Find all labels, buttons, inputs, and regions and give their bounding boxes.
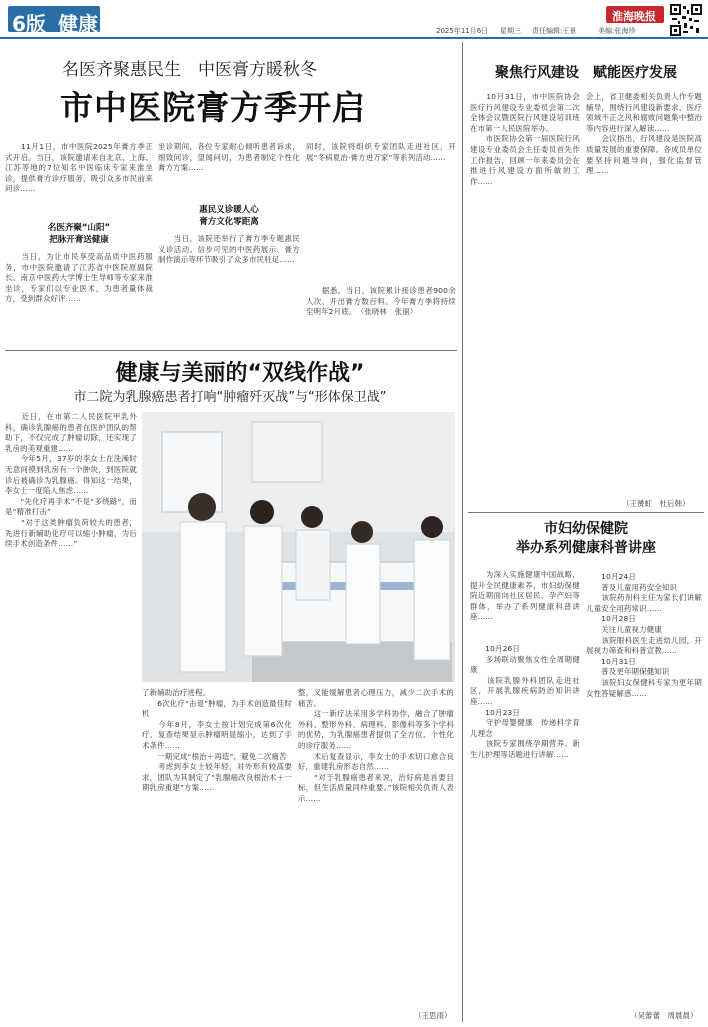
feature-headline: 健康与美丽的“双线作战” <box>115 361 365 386</box>
right-top-col-2: 会上，省卫健委相关负责人作专题辅导，围绕行风建设新要求、医疗领域不正之风和腐败问题集中整治等内容进行深入解读…… 会议指出，行风建设是医院高质量发展的重要保障。各成员单位要坚持问题导向，强化监督管理…… <box>586 92 702 176</box>
right-top-byline: （王赟虹 杜后韩） <box>622 499 690 508</box>
issue-weekday: 星期三 <box>500 27 521 35</box>
right-bottom-col-2: 10月24日 普及儿童用药安全知识 该院药剂科主任为家长们讲解儿童安全用药常识…… 10月28日 关注儿童视力健康 该院眼科医生走进幼儿园，开展视力筛查和科普宣教…… 10月31日 普及更年期保健知识 该院妇女保健科专家为更年期女性答疑解惑…… <box>586 572 702 698</box>
brand-name: 淮海晚报 <box>612 10 656 23</box>
lead-subhead-2: 惠民义诊暖人心 膏方文化零距离 <box>199 205 259 227</box>
masthead <box>0 0 708 38</box>
right-bottom-headline: 市妇幼保健院 举办系列健康科普讲座 <box>516 521 656 556</box>
lead-bottom-rule <box>5 350 457 351</box>
lead-headline: 市中医院膏方季开启 <box>60 88 366 127</box>
lead-col-2-body: 当日，该院还举行了膏方季专题惠民义诊活动。信步可见的中医药展示、膏方制作演示等环节吸引了众多市民驻足…… <box>158 234 300 265</box>
right-column-rule <box>462 42 463 1022</box>
feature-col-3: 整，又能缓解患者心理压力，减少二次手术的痛苦。 这一新疗法采用多学科协作，融合了肿瘤外科、整形外科、病理科、影像科等多个学科的优势，为乳腺癌患者提供了全方位、个性化的诊疗服务…… 术后复查显示，李女士的手术切口愈合良好，重建乳房形态自然…… “对于乳腺癌患者来说，治好病是首要目标，但生活质量同样重要。”该院相关负责人表示…… <box>298 688 454 803</box>
lead-col-1-body: 当日，为让市民享受高品质中医药服务，市中医院邀请了江苏省中医院原副院长、南京中医药大学博士生导师等专家来淮坐诊，专家们以专业医术，为患者量体裁方，受到群众好评…… <box>5 252 153 304</box>
editor-credit: 责任编辑:王景 <box>532 27 577 35</box>
lead-subhead-1: 名医齐聚“山阳” 把脉开膏送健康 <box>47 223 111 245</box>
section-title: 健康 <box>58 12 98 36</box>
feature-byline: （王思雨） <box>414 1011 452 1020</box>
right-mid-rule <box>468 512 704 513</box>
masthead-rule <box>0 37 708 39</box>
lead-col-3-intro: 同时，该院将组织专家团队走进社区，开展“冬病夏治·膏方进万家”等系列活动…… <box>306 142 456 162</box>
lead-col-2-intro: 坐诊期间，各位专家耐心倾听患者诉求，细致问诊，望闻问切，为患者制定个性化膏方方案…… <box>158 142 300 173</box>
right-bottom-intro: 为深入实施健康中国战略，提升全民健康素养，市妇幼保健院近期面向社区居民、孕产妇等群体，举办了系列健康科普讲座…… <box>470 570 580 622</box>
right-top-col-1: 10月31日，市中医院协会医疗行风建设专业委员会第二次全体会议暨医院行风建设培训班在市第一人民医院举办。 市医院协会第一届医院行风建设专业委员会主任委员首先作工作报告，回顾一年来委员会在推进行风建设方面所做的工作…… <box>470 92 580 186</box>
feature-col-2: 了新辅助治疗进程。 6次化疗“击退”肿瘤，为手术创造最佳时机 今年8月，李女士按计划完成第6次化疗，复查结果显示肿瘤明显缩小，达到了手术条件…… 一期完成“根治＋再造”，避免二次痛苦 考虑到李女士较年轻，对外形有较高要求，团队为其制定了“乳腺癌改良根治术＋一期乳房重建”方案…… <box>142 688 292 793</box>
feature-col-1: 近日，在市第二人民医院甲乳外科，确诊乳腺癌的患者在医护团队的帮助下，不仅完成了肿瘤切除，还实现了乳房的美观重建…… 今年5月，37岁的李女士在洗澡时无意间摸到乳房有一个肿块，到医院就诊后被确诊为乳腺癌。得知这一结果，李女士一度陷入焦虑…… “先化疗再手术”不是“多绕路”，而是“精准打击” “对于这类肿瘤负荷较大的患者，先进行新辅助化疗可以缩小肿瘤，为后续手术创造条件……” <box>5 412 137 549</box>
right-bottom-byline: （吴蕾蕾 周晨晨） <box>630 1011 698 1020</box>
ward-photo <box>142 412 455 682</box>
page-number: 6版 <box>12 12 46 36</box>
feature-subheadline: 市二院为乳腺癌患者打响“肿瘤歼灭战”与“形体保卫战” <box>73 390 387 405</box>
lead-kicker: 名医齐聚惠民生 中医膏方暖秋冬 <box>62 60 317 80</box>
designer-credit: 美编:张海珍 <box>598 27 636 35</box>
qr-code-icon <box>670 4 702 36</box>
lead-col-3-body: 据悉，当日，该院累计接诊患者900余人次，开出膏方数百料。今年膏方季将持续至明年2月底。 （张晓林 张丽） <box>306 286 456 317</box>
lead-col-1-intro: 11月1日，市中医院2025年膏方季正式开启。当日，该院邀请来自北京、上海、江苏等地的7位知名中医临床专家来淮坐诊，提供膏方诊疗服务，吸引众多市民前来问诊…… <box>5 142 153 194</box>
issue-date: 2025年11月6日 <box>436 27 489 35</box>
right-top-headline: 聚焦行风建设 赋能医疗发展 <box>495 65 677 81</box>
right-bottom-col-1: 10月26日 多场联动聚焦女性全周期健康 该院乳腺外科团队走进社区，开展乳腺疾病防治知识讲座…… 10月23日 守护母婴健康 传递科学育儿理念 该院专家围绕孕期营养、新生儿护理等话题进行讲解…… <box>470 644 580 759</box>
